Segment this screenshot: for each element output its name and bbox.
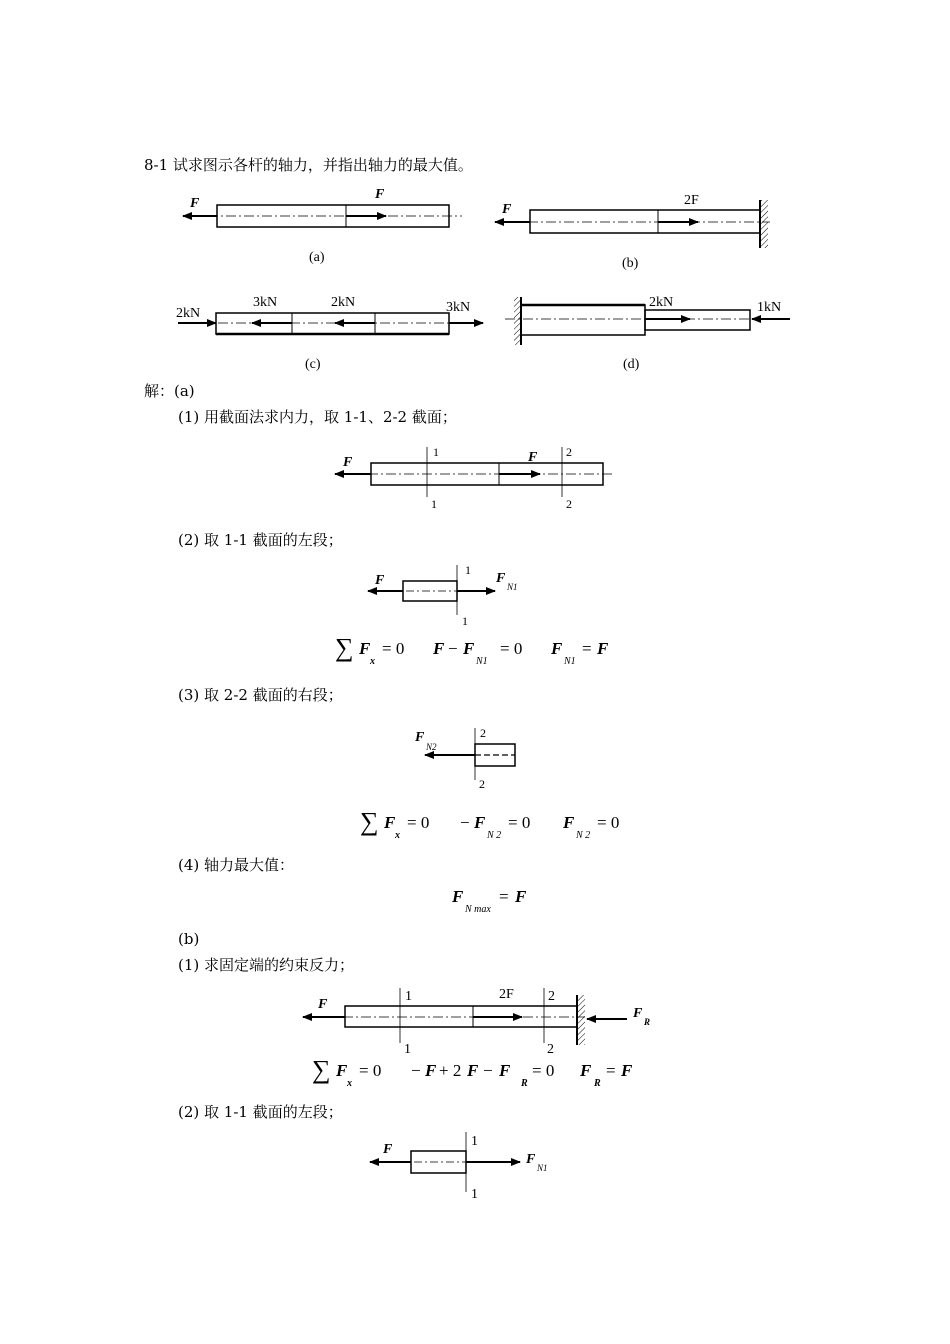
sol-b-step1: (1) 求固定端的约束反力； — [178, 956, 355, 974]
fig-c-f2: 3kN — [253, 295, 278, 310]
sol-a-eq4 — [452, 880, 572, 916]
svg-text:∑: ∑ — [360, 807, 379, 836]
svg-text:∑: ∑ — [335, 633, 354, 662]
fig-c-f4: 3kN — [446, 300, 471, 315]
svg-text:F: F — [621, 1061, 633, 1080]
sol-a-s1-sec2-bot: 2 — [566, 497, 572, 511]
sol-b-s1-sec2-bot: 2 — [547, 1042, 554, 1057]
fig-b-caption: (b) — [622, 256, 639, 271]
sol-a-s1-force-mid: F — [528, 450, 538, 465]
sol-a-s1-sec1-top: 1 — [433, 445, 439, 459]
svg-text:F: F — [433, 639, 445, 658]
fig-c-f3: 2kN — [331, 295, 356, 310]
sol-a-s3-sec-top: 2 — [480, 726, 486, 740]
sol-b-eq1 — [312, 1054, 672, 1094]
svg-text:N1: N1 — [564, 656, 576, 667]
fig-d-f1: 2kN — [649, 295, 674, 310]
fig-c-f1: 2kN — [176, 306, 201, 321]
problem-title: 8-1 试求图示各杆的轴力，并指出轴力的最大值。 — [144, 156, 473, 174]
sol-b-s2-fn1: F — [526, 1152, 536, 1167]
fig-a-force-mid: F — [375, 187, 385, 202]
svg-text:x: x — [370, 656, 375, 667]
svg-text:F: F — [336, 1061, 348, 1080]
svg-text:x: x — [395, 830, 400, 841]
svg-text:=: = — [582, 639, 592, 658]
sol-a-s1-sec1-bot: 1 — [431, 497, 437, 511]
sol-b-step1-figure — [303, 988, 627, 1045]
svg-text:F: F — [425, 1061, 437, 1080]
svg-text:= 0: = 0 — [508, 813, 531, 832]
solution-intro: 解：(a) — [144, 382, 195, 400]
fig-d-bar — [505, 297, 790, 345]
svg-text:=: = — [606, 1061, 616, 1080]
sol-a-s3-fn2-sub: N2 — [426, 742, 437, 752]
sol-a-eq3 — [360, 806, 660, 846]
svg-text:N 2: N 2 — [487, 830, 502, 841]
sol-a-step4: (4) 轴力最大值： — [178, 856, 295, 874]
sol-a-s1-sec2-top: 2 — [566, 445, 572, 459]
fig-c-bar — [178, 313, 483, 334]
svg-text:F: F — [452, 887, 464, 906]
sol-a-step1: (1) 用截面法求内力，取 1-1、2-2 截面； — [178, 408, 457, 426]
svg-text:F: F — [499, 1061, 511, 1080]
sol-b-s1-fr-sub: R — [644, 1017, 651, 1027]
sol-a-step2: (2) 取 1-1 截面的左段； — [178, 531, 343, 549]
svg-text:F: F — [463, 639, 475, 658]
svg-text:F: F — [359, 639, 371, 658]
sol-a-s2-sec-top: 1 — [465, 563, 471, 577]
sol-b-step2: (2) 取 1-1 截面的左段； — [178, 1103, 343, 1121]
sol-a-eq2 — [335, 632, 635, 672]
sol-b-s1-sec2-top: 2 — [548, 989, 555, 1004]
svg-text:= 0: = 0 — [359, 1061, 382, 1080]
sol-b-s2-sec-bot: 1 — [471, 1187, 478, 1202]
svg-text:F: F — [474, 813, 486, 832]
svg-text:−: − — [411, 1061, 421, 1080]
svg-text:F: F — [467, 1061, 479, 1080]
sol-a-s2-sec-bot: 1 — [462, 614, 468, 628]
svg-text:= 0: = 0 — [532, 1061, 555, 1080]
sol-b-s1-force-left: F — [318, 997, 328, 1012]
sol-a-step3-figure — [425, 728, 515, 780]
fig-d-caption: (d) — [623, 357, 640, 372]
sol-a-s3-fn2: F — [415, 730, 425, 745]
svg-text:=: = — [499, 887, 509, 906]
sol-b-s2-sec-top: 1 — [471, 1134, 478, 1149]
sol-a-step1-figure — [335, 447, 615, 497]
sol-a-step3: (3) 取 2-2 截面的右段； — [178, 686, 343, 704]
svg-text:R: R — [521, 1078, 528, 1089]
svg-text:F: F — [384, 813, 396, 832]
svg-text:= 0: = 0 — [407, 813, 430, 832]
sol-b-s2-fn1-sub: N1 — [537, 1163, 548, 1173]
svg-text:−: − — [448, 639, 458, 658]
sol-a-s2-fn1-sub: N1 — [507, 582, 518, 592]
svg-text:−: − — [460, 813, 470, 832]
fig-b-bar — [495, 200, 770, 248]
svg-text:N 2: N 2 — [576, 830, 591, 841]
svg-text:N max: N max — [465, 904, 491, 915]
svg-text:∑: ∑ — [312, 1055, 331, 1084]
svg-text:= 0: = 0 — [500, 639, 523, 658]
sol-b-s1-fr: F — [633, 1006, 643, 1021]
svg-text:N1: N1 — [476, 656, 488, 667]
fig-b-force-mid: 2F — [684, 193, 699, 208]
sol-b-s1-sec1-top: 1 — [405, 989, 412, 1004]
fig-c-caption: (c) — [305, 357, 321, 372]
svg-text:F: F — [563, 813, 575, 832]
sol-a-s3-sec-bot: 2 — [479, 777, 485, 791]
svg-text:F: F — [551, 639, 563, 658]
svg-text:F: F — [515, 887, 527, 906]
fig-a-bar — [183, 205, 462, 227]
svg-text:x: x — [347, 1078, 352, 1089]
sol-b-s1-force-mid: 2F — [499, 987, 514, 1002]
sol-b-s1-sec1-bot: 1 — [404, 1042, 411, 1057]
sol-a-step2-figure — [368, 565, 495, 615]
svg-text:F: F — [597, 639, 609, 658]
svg-text:−: − — [483, 1061, 493, 1080]
svg-text:= 0: = 0 — [382, 639, 405, 658]
fig-a-force-left: F — [190, 196, 200, 211]
sol-b-s2-force-left: F — [383, 1142, 393, 1157]
fig-a-caption: (a) — [309, 250, 325, 265]
svg-text:= 0: = 0 — [597, 813, 620, 832]
svg-text:F: F — [580, 1061, 592, 1080]
sol-a-s2-force-left: F — [375, 573, 385, 588]
sol-b-label: (b) — [178, 930, 200, 948]
svg-text:R: R — [594, 1078, 601, 1089]
svg-text:+ 2: + 2 — [439, 1061, 462, 1080]
sol-b-step2-figure — [370, 1132, 520, 1192]
fig-d-f2: 1kN — [757, 300, 782, 315]
fig-b-force-left: F — [502, 202, 512, 217]
sol-a-s1-force-left: F — [343, 455, 353, 470]
sol-a-s2-fn1: F — [496, 571, 506, 586]
